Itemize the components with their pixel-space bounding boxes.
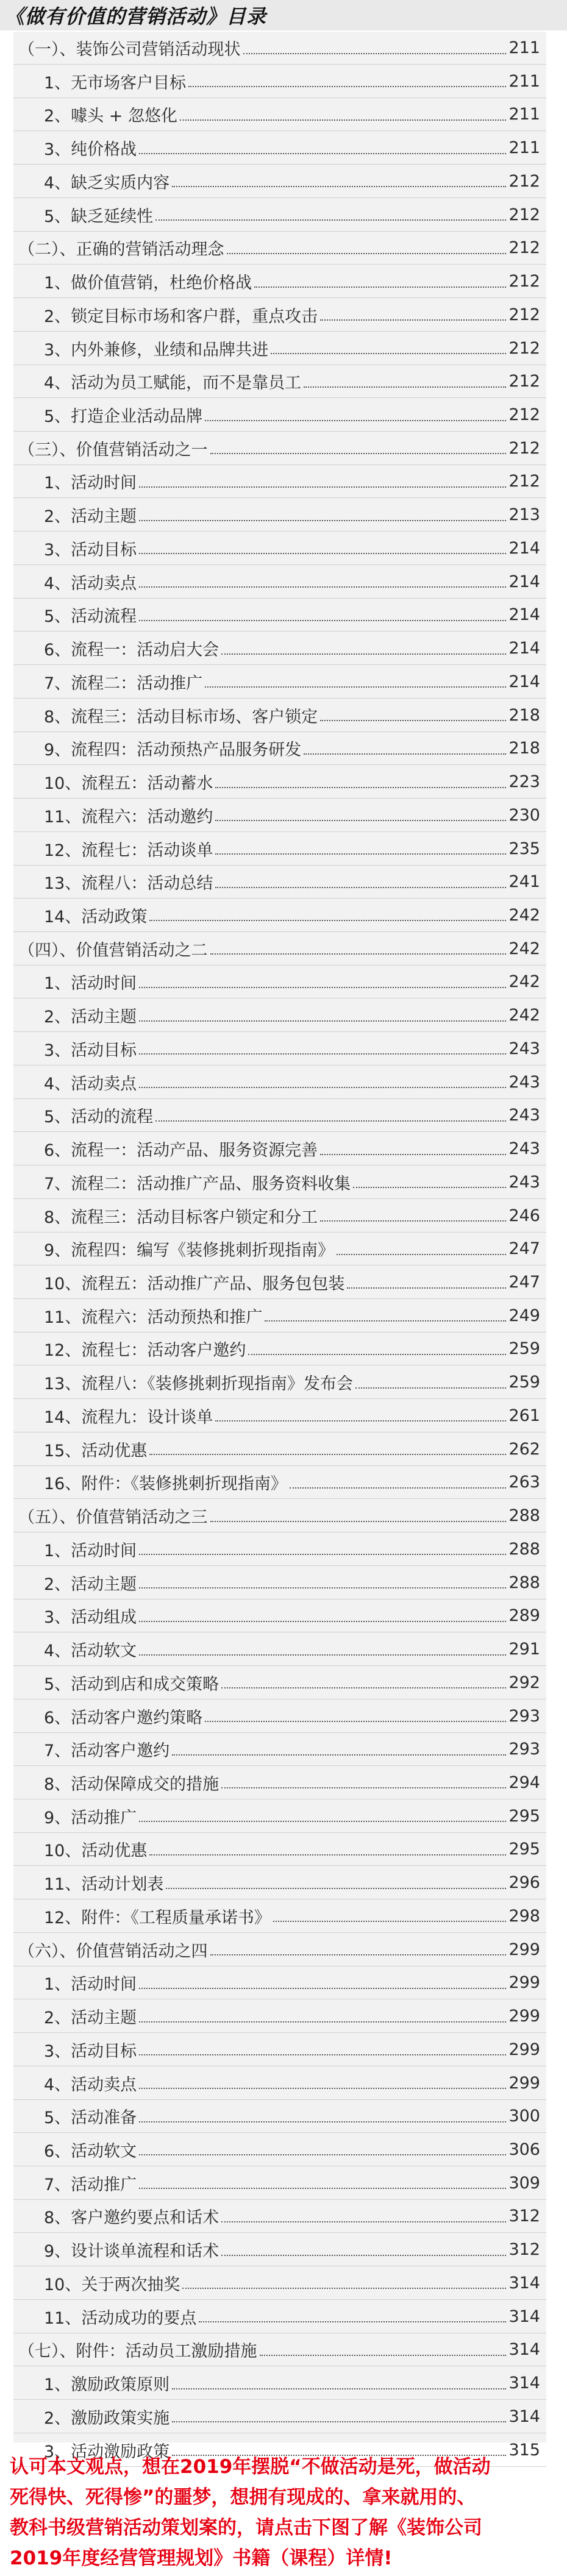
toc-item-row[interactable] bbox=[13, 98, 546, 131]
toc-entry-label: 10、关于两次抽奖 bbox=[44, 2275, 180, 2294]
toc-page-number: 315 bbox=[508, 2440, 540, 2460]
toc-entry-label: 1、活动时间 bbox=[44, 1541, 137, 1560]
toc-entry-label: 8、活动保障成交的措施 bbox=[44, 1774, 219, 1794]
toc-entry-label: 12、附件：《工程质量承诺书》 bbox=[44, 1908, 271, 1927]
dot-leader bbox=[304, 735, 506, 755]
toc-entry-label: 13、流程八：活动总结 bbox=[44, 874, 213, 894]
toc-item-row[interactable] bbox=[13, 132, 546, 165]
toc-item-row[interactable] bbox=[13, 1366, 546, 1399]
toc-item-row[interactable] bbox=[13, 732, 546, 765]
toc-page-number: 212 bbox=[508, 238, 540, 258]
dot-leader bbox=[139, 2136, 506, 2155]
toc-section-row[interactable] bbox=[13, 1934, 546, 1966]
toc-entry-label: 4、活动卖点 bbox=[44, 1074, 137, 1094]
toc-page-number: 314 bbox=[508, 2407, 540, 2426]
toc-page-number: 211 bbox=[508, 38, 540, 57]
promo-footer[interactable] bbox=[10, 2452, 552, 2574]
toc-entry-label: 13、流程八：《装修挑刺折现指南》发布会 bbox=[44, 1375, 353, 1394]
toc-page-number: 213 bbox=[508, 505, 540, 525]
dot-leader bbox=[139, 1535, 506, 1555]
toc-item-row[interactable] bbox=[13, 1667, 546, 1699]
dot-leader bbox=[188, 68, 506, 87]
toc-entry-label: 5、打造企业活动品牌 bbox=[44, 407, 203, 427]
toc-item-row[interactable] bbox=[13, 2400, 546, 2433]
toc-section-row[interactable] bbox=[13, 933, 546, 966]
toc-entry-label: 2、锁定目标市场和客户群，重点攻击 bbox=[44, 307, 318, 326]
toc-entry-label: （七）、附件：活动员工激励措施 bbox=[18, 2342, 257, 2361]
dot-leader bbox=[139, 1636, 506, 1656]
toc-page-number: 242 bbox=[508, 1006, 540, 1025]
dot-leader bbox=[155, 201, 506, 221]
toc-entry-label: 4、缺乏实质内容 bbox=[44, 173, 170, 193]
toc-item-row[interactable] bbox=[13, 499, 546, 532]
dot-leader bbox=[221, 1769, 506, 1788]
toc-page-number: 288 bbox=[508, 1506, 540, 1526]
toc-page-number: 212 bbox=[508, 338, 540, 358]
toc-item-row[interactable] bbox=[13, 1433, 546, 1466]
toc-item-row[interactable] bbox=[13, 1800, 546, 1833]
toc-entry-label: 8、流程三：活动目标客户锁定和分工 bbox=[44, 1208, 318, 1227]
toc-entry-label: （六）、价值营销活动之四 bbox=[18, 1941, 208, 1961]
toc-page-number: 212 bbox=[508, 305, 540, 324]
toc-item-row[interactable] bbox=[13, 1300, 546, 1332]
dot-leader bbox=[139, 535, 506, 554]
toc-item-row[interactable] bbox=[13, 1466, 546, 1499]
toc-page-number: 288 bbox=[508, 1573, 540, 1592]
toc-item-row[interactable] bbox=[13, 2167, 546, 2200]
toc-item-row[interactable] bbox=[13, 966, 546, 998]
toc-item-row[interactable] bbox=[13, 1966, 546, 1999]
toc-item-row[interactable] bbox=[13, 1099, 546, 1132]
toc-entry-label: 5、活动的流程 bbox=[44, 1108, 154, 1127]
toc-section-row[interactable] bbox=[13, 32, 546, 65]
toc-item-row[interactable] bbox=[13, 999, 546, 1032]
toc-entry-label: 3、活动目标 bbox=[44, 540, 137, 560]
toc-page-number: 212 bbox=[508, 372, 540, 391]
toc-item-row[interactable] bbox=[13, 2200, 546, 2233]
dot-leader bbox=[139, 502, 506, 521]
dot-leader bbox=[347, 1269, 506, 1289]
toc-page-number: 214 bbox=[508, 538, 540, 558]
toc-item-row[interactable] bbox=[13, 899, 546, 932]
toc-item-row[interactable] bbox=[13, 2033, 546, 2066]
toc-entry-label: 2、噱头 + 忽悠化 bbox=[44, 107, 177, 126]
toc-entry-label: 10、流程五：活动推广产品、服务包包装 bbox=[44, 1275, 345, 1293]
toc-item-row[interactable] bbox=[13, 1567, 546, 1599]
toc-page-number: 314 bbox=[508, 2273, 540, 2293]
toc-item-row[interactable] bbox=[13, 1767, 546, 1799]
toc-page-number: 298 bbox=[508, 1906, 540, 1926]
dot-leader bbox=[215, 1402, 506, 1421]
dot-leader bbox=[172, 2403, 506, 2422]
toc-entry-label: 6、流程一：活动启大会 bbox=[44, 641, 219, 660]
toc-item-row[interactable] bbox=[13, 165, 546, 198]
toc-item-row[interactable] bbox=[13, 332, 546, 365]
toc-page-number: 212 bbox=[508, 472, 540, 491]
toc-entry-label: 6、流程一：活动产品、服务资源完善 bbox=[44, 1141, 318, 1161]
toc-page-number: 293 bbox=[508, 1740, 540, 1759]
toc-page-number: 212 bbox=[508, 405, 540, 425]
promo-line: 2019年度经营管理规划》书籍（课程）详情! bbox=[10, 2547, 393, 2569]
dot-leader bbox=[221, 2203, 506, 2222]
dot-leader bbox=[182, 2269, 506, 2289]
toc-item-row[interactable] bbox=[13, 1233, 546, 1265]
promo-line: 死得快、死得惨”的噩梦，想拥有现成的、拿来就用的、 bbox=[10, 2486, 476, 2508]
toc-item-row[interactable] bbox=[13, 365, 546, 398]
toc-item-row[interactable] bbox=[13, 1533, 546, 1566]
toc-page-number: 292 bbox=[508, 1673, 540, 1692]
dot-leader bbox=[172, 2370, 506, 2389]
toc-page-number: 230 bbox=[508, 805, 540, 825]
toc-page-number: 243 bbox=[508, 1039, 540, 1058]
toc-page-number: 263 bbox=[508, 1473, 540, 1492]
toc-page-number: 247 bbox=[508, 1239, 540, 1259]
toc-page-number: 294 bbox=[508, 1773, 540, 1792]
toc-item-row[interactable] bbox=[13, 2300, 546, 2333]
toc-page-number: 243 bbox=[508, 1172, 540, 1192]
toc-page-number: 299 bbox=[508, 1973, 540, 1993]
toc-item-row[interactable] bbox=[13, 1900, 546, 1933]
toc-item-row[interactable] bbox=[13, 2067, 546, 2100]
toc-page-number: 314 bbox=[508, 2374, 540, 2393]
toc-entry-label: 4、活动软文 bbox=[44, 1642, 137, 1661]
toc-page-number: 243 bbox=[508, 1106, 540, 1125]
dot-leader bbox=[260, 2336, 507, 2356]
toc-item-row[interactable] bbox=[13, 2100, 546, 2133]
toc-page-number: 211 bbox=[508, 71, 540, 91]
dot-leader bbox=[320, 301, 506, 321]
toc-entry-label: 8、流程三：活动目标市场、客户锁定 bbox=[44, 707, 318, 727]
toc-page-number: 235 bbox=[508, 839, 540, 858]
dot-leader bbox=[139, 1569, 506, 1589]
toc-page-number: 312 bbox=[508, 2207, 540, 2226]
toc-entry-label: 2、激励政策实施 bbox=[44, 2408, 170, 2428]
toc-entry-label: 14、活动政策 bbox=[44, 907, 148, 927]
toc-entry-label: 15、活动优惠 bbox=[44, 1441, 148, 1461]
dot-leader bbox=[139, 2036, 506, 2055]
toc-entry-label: 1、无市场客户目标 bbox=[44, 73, 187, 93]
promo-line: 认可本文观点，想在2019年摆脱“不做活动是死，做活动 bbox=[10, 2456, 491, 2478]
toc-section-row[interactable] bbox=[13, 2333, 546, 2366]
dot-leader bbox=[320, 1202, 506, 1222]
dot-leader bbox=[139, 1069, 506, 1088]
toc-entry-label: 3、活动目标 bbox=[44, 2041, 137, 2061]
toc-entry-label: （五）、价值营销活动之三 bbox=[18, 1508, 208, 1528]
toc-item-row[interactable] bbox=[13, 599, 546, 632]
toc-entry-label: 3、活动目标 bbox=[44, 1041, 137, 1060]
toc-page-number: 218 bbox=[508, 705, 540, 725]
toc-item-row[interactable] bbox=[13, 199, 546, 232]
dot-leader bbox=[149, 1836, 506, 1856]
toc-entry-label: 5、缺乏延续性 bbox=[44, 207, 154, 226]
toc-page-number: 262 bbox=[508, 1439, 540, 1459]
toc-item-row[interactable] bbox=[13, 1332, 546, 1365]
toc-page-number: 214 bbox=[508, 639, 540, 658]
page-title: 《做有价值的营销活动》目录 bbox=[5, 5, 267, 28]
toc-item-row[interactable] bbox=[13, 1066, 546, 1099]
toc-page-number: 299 bbox=[508, 1940, 540, 1959]
toc-page-number: 288 bbox=[508, 1539, 540, 1559]
toc-page-number: 211 bbox=[508, 105, 540, 124]
toc-item-row[interactable] bbox=[13, 399, 546, 432]
toc-page-number: 218 bbox=[508, 739, 540, 758]
dot-leader bbox=[271, 335, 506, 354]
toc-item-row[interactable] bbox=[13, 532, 546, 565]
toc-entry-label: 1、做价值营销，杜绝价格战 bbox=[44, 274, 252, 293]
toc-entry-label: 2、活动主题 bbox=[44, 2008, 137, 2028]
title-bar bbox=[0, 0, 567, 30]
toc-page-number: 214 bbox=[508, 605, 540, 625]
dot-leader bbox=[215, 869, 506, 888]
toc-section-row[interactable] bbox=[13, 1500, 546, 1532]
toc-entry-label: 16、附件：《装修挑刺折现指南》 bbox=[44, 1475, 287, 1494]
toc-page-number: 212 bbox=[508, 171, 540, 191]
toc-entry-label: 10、活动优惠 bbox=[44, 1841, 148, 1861]
toc-entry-label: 3、活动激励政策 bbox=[44, 2442, 170, 2461]
toc-page-number: 300 bbox=[508, 2107, 540, 2126]
toc-entry-label: 3、内外兼修，业绩和品牌共进 bbox=[44, 340, 269, 360]
toc-entry-label: 1、活动时间 bbox=[44, 474, 137, 493]
toc-page-number: 242 bbox=[508, 972, 540, 992]
toc-item-row[interactable] bbox=[13, 2367, 546, 2400]
toc-page-number: 223 bbox=[508, 772, 540, 792]
dot-leader bbox=[304, 368, 506, 388]
toc-item-row[interactable] bbox=[13, 1266, 546, 1299]
toc-item-row[interactable] bbox=[13, 2133, 546, 2166]
toc-page-number: 291 bbox=[508, 1640, 540, 1659]
toc-entry-label: 11、流程六：活动邀约 bbox=[44, 807, 213, 827]
toc-entry-label: 7、流程二：活动推广产品、服务资料收集 bbox=[44, 1174, 351, 1194]
dot-leader bbox=[273, 1902, 507, 1922]
toc-entry-label: 5、活动准备 bbox=[44, 2108, 137, 2128]
dot-leader bbox=[139, 1969, 506, 1989]
toc-entry-label: 4、活动卖点 bbox=[44, 2075, 137, 2094]
dot-leader bbox=[139, 1802, 506, 1822]
toc-item-row[interactable] bbox=[13, 1733, 546, 1766]
toc-entry-label: 1、活动时间 bbox=[44, 1975, 137, 1994]
toc-entry-label: （三）、价值营销活动之一 bbox=[18, 440, 208, 460]
table-of-contents bbox=[13, 32, 546, 2461]
toc-entry-label: 10、流程五：活动蓄水 bbox=[44, 774, 213, 794]
dot-leader bbox=[215, 835, 506, 855]
toc-entry-label: 5、活动流程 bbox=[44, 607, 137, 627]
toc-item-row[interactable] bbox=[13, 2000, 546, 2033]
toc-entry-label: 9、活动推广 bbox=[44, 1808, 137, 1827]
dot-leader bbox=[139, 1603, 506, 1622]
dot-leader bbox=[215, 769, 506, 788]
toc-entry-label: 5、活动到店和成交策略 bbox=[44, 1674, 219, 1694]
toc-item-row[interactable] bbox=[13, 632, 546, 665]
dot-leader bbox=[139, 1002, 506, 1022]
dot-leader bbox=[149, 1436, 506, 1455]
toc-item-row[interactable] bbox=[13, 1166, 546, 1199]
dot-leader bbox=[254, 268, 506, 288]
dot-leader bbox=[155, 1102, 506, 1122]
dot-leader bbox=[205, 402, 506, 421]
toc-item-row[interactable] bbox=[13, 566, 546, 599]
toc-page-number: 259 bbox=[508, 1339, 540, 1359]
toc-entry-label: 2、活动主题 bbox=[44, 1574, 137, 1594]
toc-item-row[interactable] bbox=[13, 1633, 546, 1666]
dot-leader bbox=[210, 935, 507, 955]
dot-leader bbox=[139, 468, 506, 488]
toc-page-number: 299 bbox=[508, 2073, 540, 2093]
toc-entry-label: 7、活动客户邀约 bbox=[44, 1742, 170, 1761]
toc-entry-label: 1、活动时间 bbox=[44, 974, 137, 994]
dot-leader bbox=[139, 2003, 506, 2023]
dot-leader bbox=[215, 802, 506, 821]
toc-entry-label: 11、活动成功的要点 bbox=[44, 2308, 197, 2328]
dot-leader bbox=[243, 35, 507, 54]
dot-leader bbox=[139, 969, 506, 988]
toc-entry-label: （一）、装饰公司营销活动现状 bbox=[18, 40, 241, 59]
dot-leader bbox=[290, 1469, 507, 1489]
toc-entry-label: 2、活动主题 bbox=[44, 507, 137, 527]
dot-leader bbox=[139, 2069, 506, 2089]
toc-page-number: 299 bbox=[508, 2040, 540, 2059]
toc-item-row[interactable] bbox=[13, 1400, 546, 1432]
dot-leader bbox=[227, 235, 507, 254]
toc-entry-label: 14、流程九：设计谈单 bbox=[44, 1407, 213, 1427]
toc-page-number: 247 bbox=[508, 1273, 540, 1292]
toc-page-number: 306 bbox=[508, 2140, 540, 2159]
toc-entry-label: 9、流程四：编写《装修挑刺折现指南》 bbox=[44, 1241, 335, 1261]
toc-item-row[interactable] bbox=[13, 65, 546, 98]
toc-entry-label: 6、活动软文 bbox=[44, 2141, 137, 2161]
toc-entry-label: 6、活动客户邀约策略 bbox=[44, 1708, 203, 1727]
toc-entry-label: 2、活动主题 bbox=[44, 1008, 137, 1027]
toc-entry-label: 1、激励政策原则 bbox=[44, 2375, 170, 2395]
toc-section-row[interactable] bbox=[13, 232, 546, 265]
dot-leader bbox=[320, 1136, 506, 1155]
toc-item-row[interactable] bbox=[13, 766, 546, 799]
toc-item-row[interactable] bbox=[13, 1833, 546, 1866]
toc-item-row[interactable] bbox=[13, 799, 546, 832]
toc-page-number: 299 bbox=[508, 2007, 540, 2026]
toc-page-number: 212 bbox=[508, 205, 540, 224]
dot-leader bbox=[139, 2169, 506, 2189]
toc-page-number: 242 bbox=[508, 939, 540, 958]
toc-entry-label: 3、纯价格战 bbox=[44, 140, 137, 160]
toc-page-number: 212 bbox=[508, 438, 540, 458]
dot-leader bbox=[265, 1302, 506, 1322]
toc-page-number: 211 bbox=[508, 138, 540, 158]
toc-page-number: 309 bbox=[508, 2173, 540, 2193]
toc-page-number: 314 bbox=[508, 2340, 540, 2360]
toc-entry-label: 9、流程四：活动预热产品服务研发 bbox=[44, 741, 302, 760]
toc-item-row[interactable] bbox=[13, 833, 546, 866]
dot-leader bbox=[221, 1669, 506, 1688]
toc-page-number: 243 bbox=[508, 1139, 540, 1159]
dot-leader bbox=[210, 1936, 507, 1955]
toc-page-number: 295 bbox=[508, 1840, 540, 1859]
toc-page-number: 295 bbox=[508, 1806, 540, 1826]
dot-leader bbox=[180, 101, 506, 121]
toc-page-number: 314 bbox=[508, 2307, 540, 2326]
toc-page-number: 242 bbox=[508, 905, 540, 925]
dot-leader bbox=[139, 1035, 506, 1055]
toc-entry-label: （四）、价值营销活动之二 bbox=[18, 941, 208, 960]
toc-page-number: 312 bbox=[508, 2240, 540, 2260]
toc-entry-label: 12、流程七：活动客户邀约 bbox=[44, 1341, 246, 1361]
toc-item-row[interactable] bbox=[13, 666, 546, 699]
toc-entry-label: 7、流程二：活动推广 bbox=[44, 674, 203, 693]
dot-leader bbox=[355, 1369, 507, 1389]
dot-leader bbox=[172, 1736, 506, 1756]
toc-item-row[interactable] bbox=[13, 699, 546, 732]
toc-item-row[interactable] bbox=[13, 1599, 546, 1632]
toc-page-number: 296 bbox=[508, 1873, 540, 1893]
toc-item-row[interactable] bbox=[13, 866, 546, 898]
toc-entry-label: 9、设计谈单流程和话术 bbox=[44, 2242, 219, 2261]
toc-item-row[interactable] bbox=[13, 2267, 546, 2300]
toc-entry-label: 4、活动为员工赋能，而不是靠员工 bbox=[44, 374, 302, 393]
toc-section-row[interactable] bbox=[13, 432, 546, 465]
toc-item-row[interactable] bbox=[13, 1700, 546, 1733]
toc-page-number: 214 bbox=[508, 572, 540, 591]
dot-leader bbox=[337, 1236, 506, 1255]
dot-leader bbox=[166, 1870, 506, 1889]
toc-item-row[interactable] bbox=[13, 2233, 546, 2266]
toc-item-row[interactable] bbox=[13, 265, 546, 298]
toc-entry-label: 8、客户邀约要点和话术 bbox=[44, 2208, 219, 2228]
toc-item-row[interactable] bbox=[13, 1866, 546, 1899]
dot-leader bbox=[248, 1336, 506, 1355]
dot-leader bbox=[221, 635, 506, 655]
toc-page-number: 243 bbox=[508, 1072, 540, 1092]
toc-item-row[interactable] bbox=[13, 1033, 546, 1066]
dot-leader bbox=[139, 568, 506, 588]
dot-leader bbox=[205, 1703, 506, 1722]
dot-leader bbox=[139, 135, 506, 154]
dot-leader bbox=[210, 1503, 507, 1522]
dot-leader bbox=[149, 902, 506, 921]
toc-entry-label: 11、流程六：活动预热和推广 bbox=[44, 1308, 263, 1327]
toc-item-row[interactable] bbox=[13, 465, 546, 498]
toc-entry-label: 11、活动计划表 bbox=[44, 1875, 164, 1895]
toc-entry-label: 12、流程七：活动谈单 bbox=[44, 841, 213, 860]
toc-item-row[interactable] bbox=[13, 1200, 546, 1233]
toc-page-number: 249 bbox=[508, 1306, 540, 1325]
toc-page-number: 261 bbox=[508, 1406, 540, 1425]
dot-leader bbox=[139, 2103, 506, 2122]
toc-item-row[interactable] bbox=[13, 299, 546, 332]
toc-page-number: 246 bbox=[508, 1206, 540, 1225]
toc-page-number: 293 bbox=[508, 1706, 540, 1726]
toc-entry-label: 3、活动组成 bbox=[44, 1608, 137, 1628]
dot-leader bbox=[139, 602, 506, 621]
dot-leader bbox=[210, 435, 507, 454]
dot-leader bbox=[199, 2303, 506, 2322]
dot-leader bbox=[221, 2236, 506, 2256]
dot-leader bbox=[320, 702, 506, 721]
toc-page-number: 259 bbox=[508, 1373, 540, 1392]
toc-page-number: 289 bbox=[508, 1606, 540, 1626]
toc-page-number: 214 bbox=[508, 672, 540, 691]
dot-leader bbox=[353, 1169, 506, 1188]
promo-line: 教科书级营销活动策划案的，请点击下图了解《装饰公司 bbox=[10, 2517, 482, 2539]
toc-page-number: 241 bbox=[508, 872, 540, 892]
dot-leader bbox=[172, 168, 506, 187]
toc-page-number: 212 bbox=[508, 272, 540, 291]
toc-item-row[interactable] bbox=[13, 1133, 546, 1165]
toc-entry-label: 7、活动推广 bbox=[44, 2175, 137, 2194]
toc-entry-label: （二）、正确的营销活动理念 bbox=[18, 240, 224, 260]
dot-leader bbox=[205, 668, 506, 688]
toc-entry-label: 4、活动卖点 bbox=[44, 574, 137, 593]
